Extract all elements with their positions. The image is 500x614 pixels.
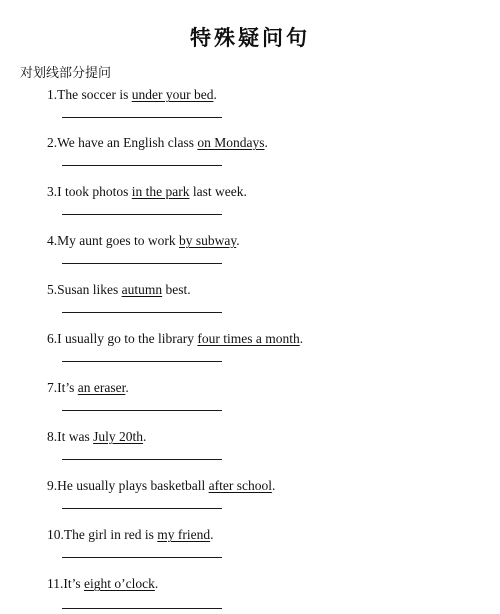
- question-item: [0, 86, 500, 135]
- answer-blank-line[interactable]: [62, 608, 222, 609]
- question-text-after: .: [236, 233, 240, 248]
- question-text-after: .: [271, 478, 276, 493]
- answer-blank-line[interactable]: [62, 361, 222, 362]
- underlined-phrase: an eraser: [77, 380, 126, 395]
- answer-blank-line[interactable]: [62, 459, 222, 460]
- question-text: [47, 428, 146, 446]
- underlined-phrase: by subway: [179, 233, 237, 248]
- question-text: [47, 134, 268, 152]
- underlined-phrase: autumn: [121, 282, 163, 297]
- question-text: [47, 379, 129, 397]
- question-number: 1.: [47, 87, 58, 102]
- question-text: [47, 183, 247, 201]
- question-text-after: .: [264, 135, 268, 150]
- question-text-before: I usually go to the library: [57, 331, 198, 346]
- question-text-before: Susan likes: [57, 282, 122, 297]
- question-item: [0, 526, 500, 575]
- question-text-before: I took photos: [57, 184, 132, 199]
- question-number: 5.: [47, 282, 58, 297]
- question-item: [0, 281, 500, 330]
- underlined-phrase: my friend: [157, 527, 211, 542]
- question-number: 9.: [47, 478, 58, 493]
- question-item: [0, 183, 500, 232]
- instruction-text: 对划线部分提问: [20, 66, 112, 81]
- underlined-phrase: July 20th: [93, 429, 144, 444]
- underlined-phrase: in the park: [131, 184, 190, 199]
- question-text-after: .: [125, 380, 129, 395]
- question-item: [0, 379, 500, 428]
- question-item: [0, 428, 500, 477]
- question-text: [47, 477, 275, 495]
- underlined-phrase: under your bed: [131, 87, 214, 102]
- question-text-before: It’s: [63, 576, 85, 591]
- question-number: 4.: [47, 233, 58, 248]
- question-text: [47, 232, 240, 250]
- answer-blank-line[interactable]: [62, 410, 222, 411]
- question-item: [0, 330, 500, 379]
- answer-blank-line[interactable]: [62, 263, 222, 264]
- question-number: 3.: [47, 184, 58, 199]
- answer-blank-line[interactable]: [62, 508, 222, 509]
- question-number: 8.: [47, 429, 58, 444]
- question-number: 10.: [47, 527, 64, 542]
- question-item: [0, 477, 500, 526]
- question-text-after: .: [213, 87, 217, 102]
- question-text-before: It was: [57, 429, 94, 444]
- answer-blank-line[interactable]: [62, 117, 222, 118]
- question-text-after: best.: [162, 282, 191, 297]
- question-text: [47, 281, 191, 299]
- question-text-before: The soccer is: [57, 87, 132, 102]
- question-text-before: The girl in red is: [63, 527, 158, 542]
- question-item: [0, 232, 500, 281]
- question-text: [47, 526, 213, 544]
- question-item: [0, 575, 500, 614]
- question-text: [47, 575, 158, 593]
- answer-blank-line[interactable]: [62, 165, 222, 166]
- question-text-after: .: [299, 331, 304, 346]
- answer-blank-line[interactable]: [62, 214, 222, 215]
- question-text: [47, 330, 303, 348]
- answer-blank-line[interactable]: [62, 557, 222, 558]
- question-text-before: My aunt goes to work: [57, 233, 179, 248]
- question-text-before: It’s: [57, 380, 78, 395]
- question-number: 7.: [47, 380, 58, 395]
- question-text: [47, 86, 217, 104]
- page-title: 特殊疑问句: [190, 25, 310, 50]
- question-text-after: last week.: [189, 184, 247, 199]
- question-text-before: He usually plays basketball: [57, 478, 209, 493]
- answer-blank-line[interactable]: [62, 312, 222, 313]
- question-number: 11.: [47, 576, 64, 591]
- question-item: [0, 134, 500, 183]
- question-text-after: .: [154, 576, 159, 591]
- question-text-after: .: [143, 429, 147, 444]
- underlined-phrase: four times a month: [197, 331, 300, 346]
- underlined-phrase: on Mondays: [197, 135, 265, 150]
- question-number: 6.: [47, 331, 58, 346]
- question-text-before: We have an English class: [57, 135, 198, 150]
- underlined-phrase: eight o’clock: [84, 576, 155, 591]
- question-text-after: .: [210, 527, 214, 542]
- underlined-phrase: after school: [208, 478, 272, 493]
- question-number: 2.: [47, 135, 58, 150]
